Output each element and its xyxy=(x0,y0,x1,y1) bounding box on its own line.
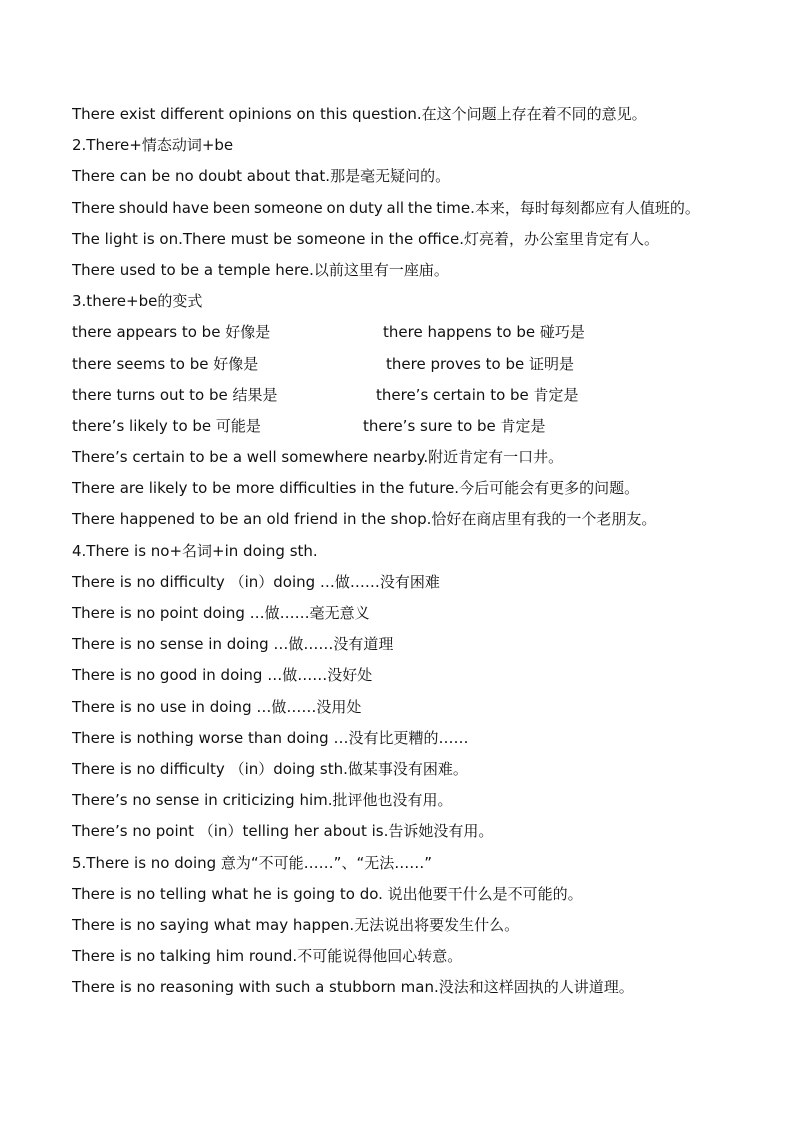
phrase-right: there proves to be 证明是 xyxy=(386,354,575,373)
section-heading: 4.There is no+名词+in doing sth. xyxy=(72,541,318,560)
sentence-line: There happened to be an old friend in the shop.恰好在商店里有我的一个老朋友。 xyxy=(72,510,657,529)
phrase-right: there happens to be 碰巧是 xyxy=(383,323,585,342)
sentence-line: There is no saying what may happen.无法说出将要发生什么。 xyxy=(72,915,520,934)
phrase-pair-row xyxy=(72,349,762,380)
text-body xyxy=(72,99,762,1003)
sentence-line: There is no use in doing …做……没用处 xyxy=(72,697,362,716)
sentence-line: There’s no point （in）telling her about is.告诉她没有用。 xyxy=(72,822,494,841)
sentence-line: There is no talking him round.不可能说得他回心转意。 xyxy=(72,947,463,966)
sentence-line: There is no telling what he is going to do. 说出他要干什么是不可能的。 xyxy=(72,884,583,903)
phrase-left: there appears to be 好像是 xyxy=(72,323,271,342)
phrase-left: there seems to be 好像是 xyxy=(72,354,259,373)
section-heading: 3.there+be的变式 xyxy=(72,292,203,311)
sentence-line: There is no difficulty （in）doing sth.做某事没有困难。 xyxy=(72,759,468,778)
sentence-line: There is no point doing …做……毫无意义 xyxy=(72,604,370,622)
sentence-line: There can be no doubt about that.那是毫无疑问的。 xyxy=(72,167,451,186)
sentence-line: The light is on.There must be someone in the office.灯亮着，办公室里肯定有人。 xyxy=(72,229,659,248)
sentence-line: There should have been someone on duty all the time.本来，每时每刻都应有人值班的。 xyxy=(72,198,700,217)
sentence-line: There’s certain to be a well somewhere nearby.附近肯定有一口井。 xyxy=(72,448,564,467)
sentence-line: There is no sense in doing …做……没有道理 xyxy=(72,635,394,654)
phrase-pair-row xyxy=(72,411,762,442)
sentence-line: There is no reasoning with such a stubborn man.没法和这样固执的人讲道理。 xyxy=(72,978,634,997)
sentence-line: There is nothing worse than doing …没有比更糟的…… xyxy=(72,728,469,747)
sentence-line: There are likely to be more difficulties in the future.今后可能会有更多的问题。 xyxy=(72,479,640,498)
section-heading: 5.There is no doing 意为“不可能……”、“无法……” xyxy=(72,853,432,872)
phrase-pair-row xyxy=(72,317,762,348)
sentence-line: There is no good in doing …做……没好处 xyxy=(72,666,373,685)
sentence-line: There used to be a temple here.以前这里有一座庙。 xyxy=(72,260,449,279)
phrase-left: there’s likely to be 可能是 xyxy=(72,416,261,435)
phrase-left: there turns out to be 结果是 xyxy=(72,385,278,404)
phrase-right: there’s certain to be 肯定是 xyxy=(376,385,579,404)
section-heading: 2.There+情态动词+be xyxy=(72,136,234,155)
sentence-line: There exist different opinions on this question.在这个问题上存在着不同的意见。 xyxy=(72,105,647,123)
sentence-line: There’s no sense in criticizing him.批评他也没有用。 xyxy=(72,791,453,810)
phrase-right: there’s sure to be 肯定是 xyxy=(363,416,546,435)
phrase-pair-row xyxy=(72,380,762,411)
sentence-line: There is no difficulty （in）doing …做……没有困难 xyxy=(72,572,440,591)
